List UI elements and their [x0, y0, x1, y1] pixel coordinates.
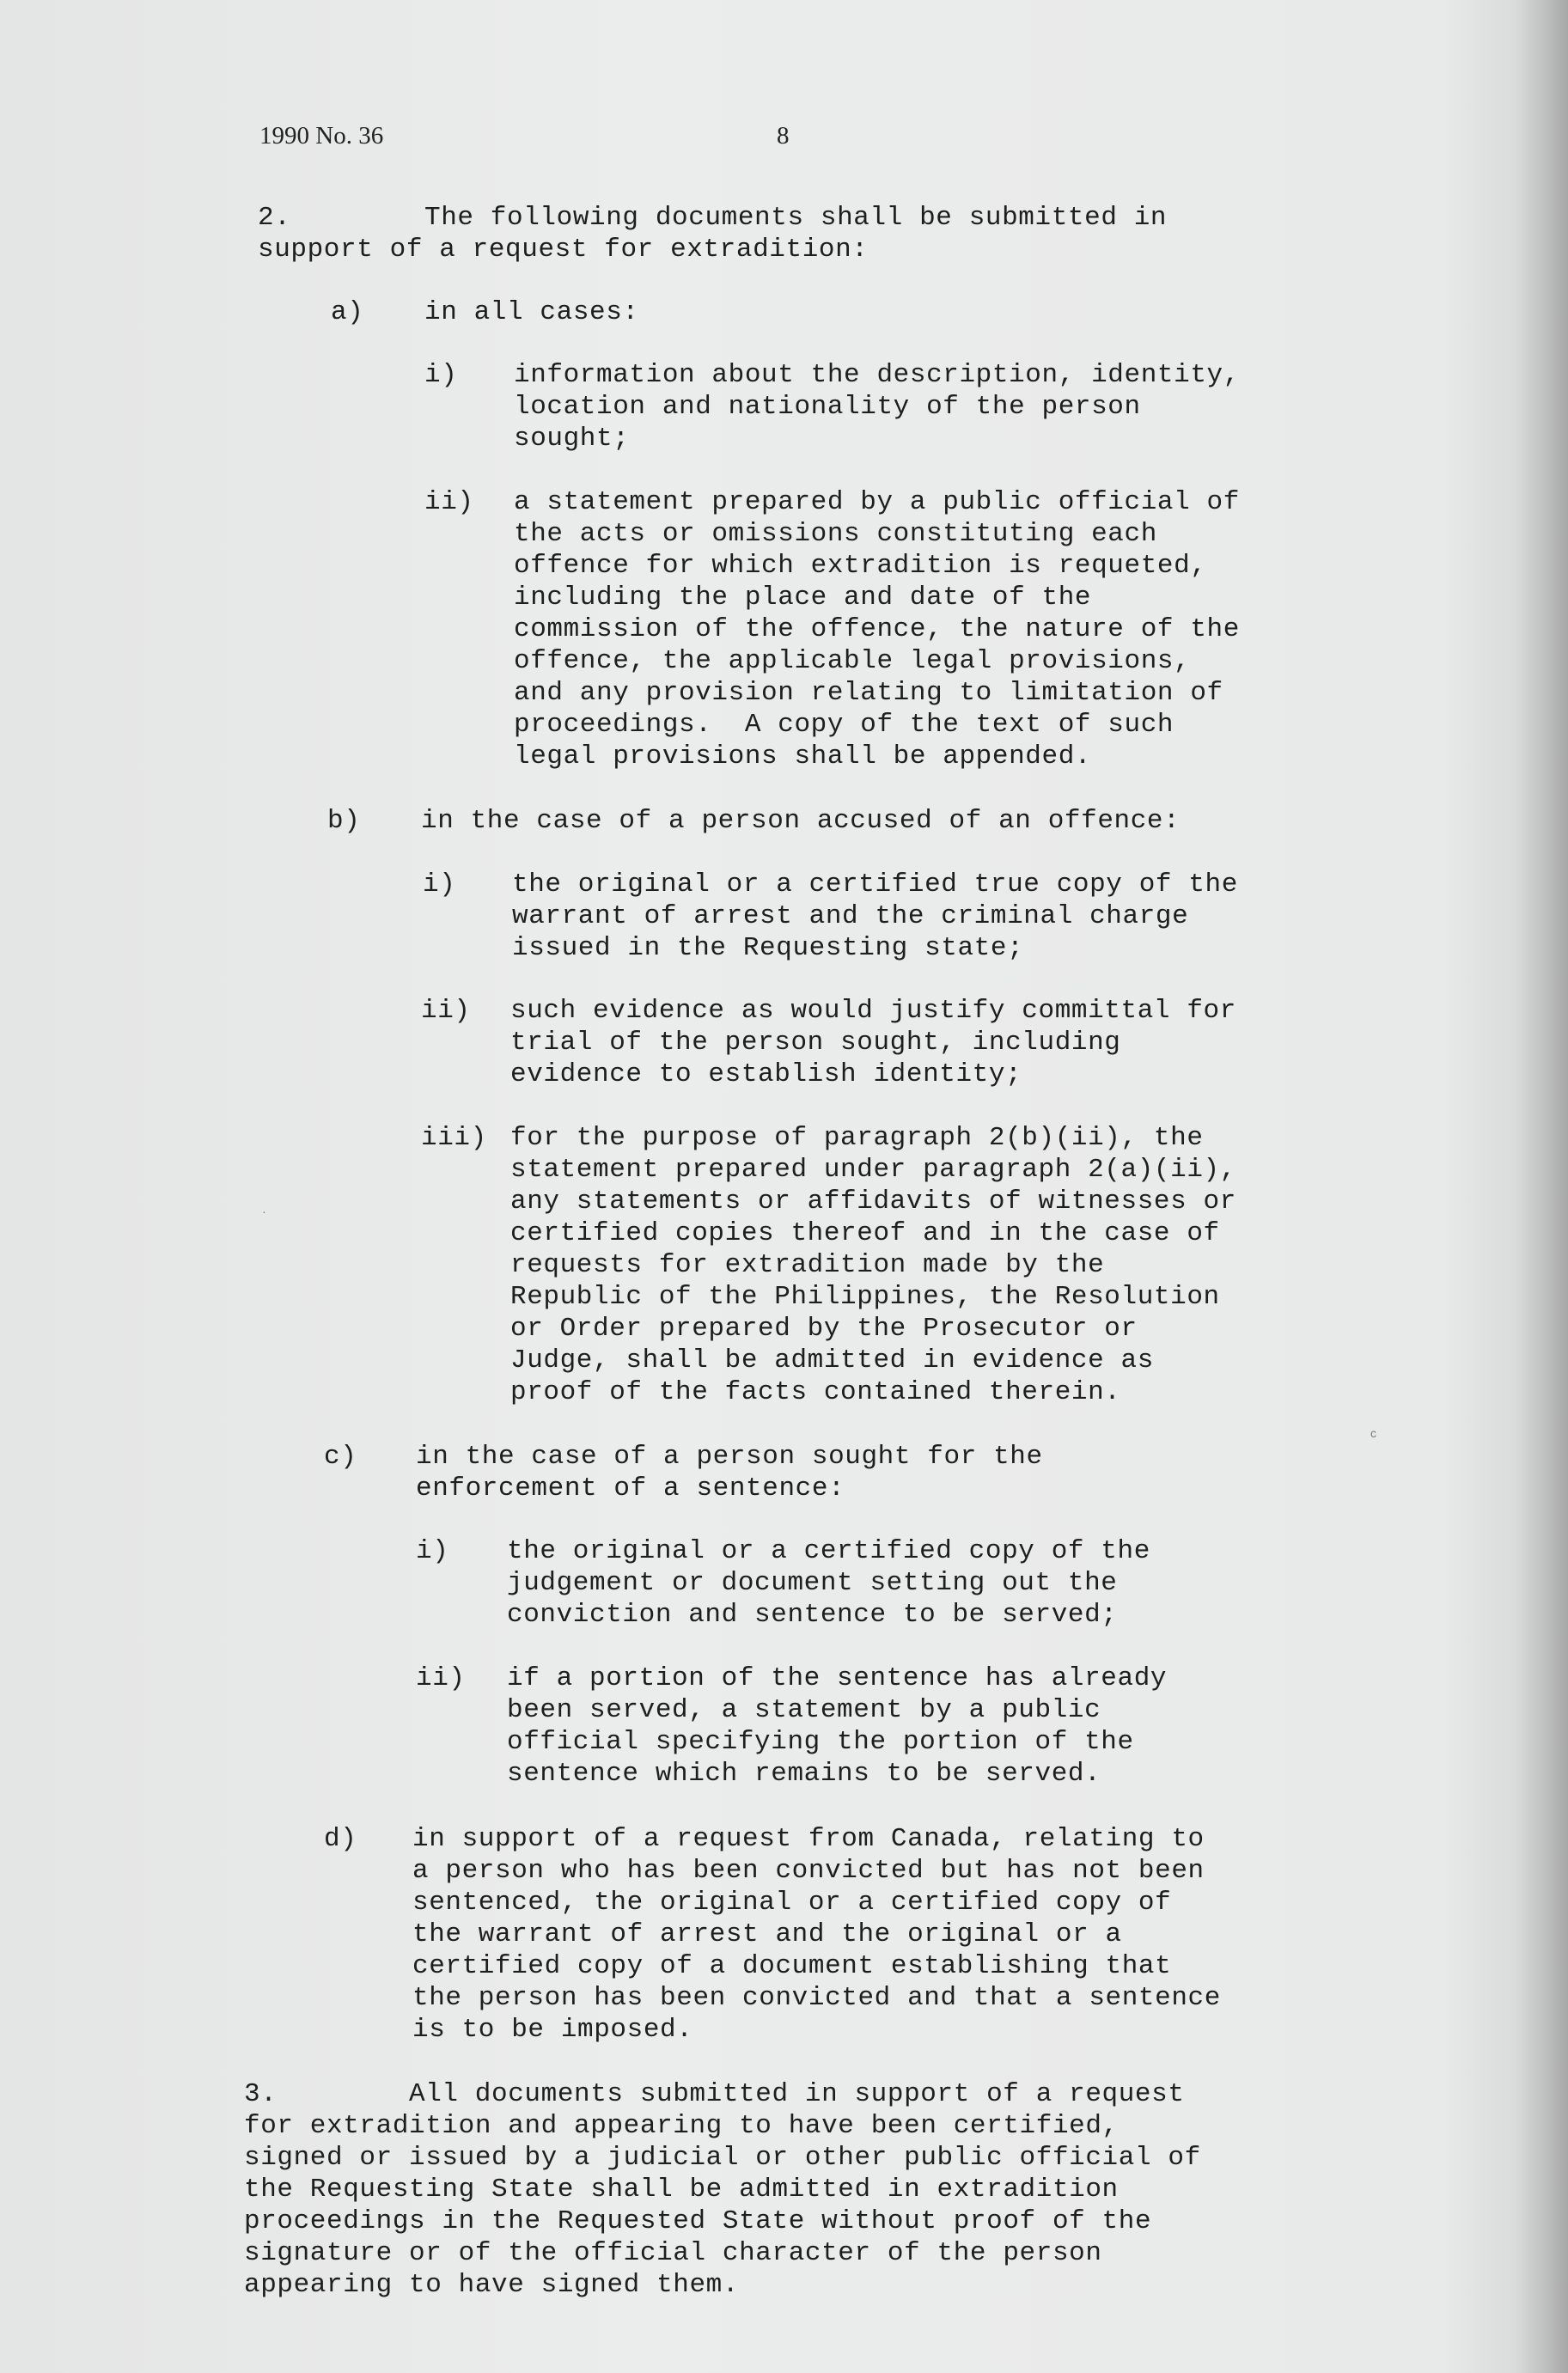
item-b-i-text: the original or a certified true copy of the warrant of arrest and the criminal charge issued in the Requesting state; [512, 869, 1238, 963]
item-c-ii-text: if a portion of the sentence has already been served, a statement by a public official specifying the portion of the sentence which remains to be served. [507, 1663, 1168, 1789]
item-d-text: in support of a request from Canada, relating to a person who has been convicted but has not been sentenced, the original or a certified copy of the warrant of arrest and the original or a certified copy of a document establishing that the person has been convicted and that a sentence is to be imposed. [412, 1824, 1221, 2045]
item-d-label: d) [324, 1824, 357, 1854]
scan-mark: c [1370, 1426, 1377, 1440]
page-number: 8 [777, 122, 790, 149]
para3-rest: for extradition and appearing to have been certified, signed or issued by a judicial or other public official of the Requesting State shall be admitted in extradition proceedings in the Requested State without proof of the signature or of the official character of the person appearing to have signed them. [244, 2111, 1201, 2300]
item-b-iii-label: iii) [421, 1123, 487, 1153]
item-a-label: a) [331, 297, 364, 327]
header-year-number: 1990 No. 36 [259, 122, 384, 149]
para3-number: 3. [244, 2079, 278, 2109]
scan-dot: · [262, 1205, 267, 1218]
item-c-label: c) [324, 1442, 357, 1472]
item-b-iii-text: for the purpose of paragraph 2(b)(ii), the statement prepared under paragraph 2(a)(ii), any statements or affidavits of witnesses or certified copies thereof and in the case of requests for extradition made by the Republic of the Philippines, the Resolution or Order prepared by the Prosecutor or Judge, shall be admitted in evidence as proof of the facts contained therein. [510, 1123, 1236, 1407]
para2-number: 2. [258, 203, 291, 233]
para2-line2: support of a request for extradition: [258, 235, 869, 265]
item-c-ii-label: ii) [416, 1663, 466, 1693]
item-c-i-label: i) [416, 1536, 449, 1566]
item-c-heading: in the case of a person sought for the enforcement of a sentence: [416, 1442, 1043, 1504]
para3-first-line: All documents submitted in support of a request [409, 2079, 1185, 2109]
item-c-i-text: the original or a certified copy of the judgement or document setting out the conviction and sentence to be served; [507, 1536, 1150, 1630]
item-b-i-label: i) [423, 869, 456, 900]
item-b-ii-label: ii) [421, 996, 471, 1026]
item-b-ii-text: such evidence as would justify committal for trial of the person sought, including evidence to establish identity; [510, 996, 1236, 1089]
item-a-ii-label: ii) [424, 487, 474, 517]
item-b-heading: in the case of a person accused of an offence: [421, 806, 1181, 836]
item-a-i-label: i) [424, 360, 458, 390]
para2-line1: The following documents shall be submitted in [424, 203, 1168, 233]
item-a-i-text: information about the description, identity, location and nationality of the person sought; [514, 360, 1240, 454]
item-b-label: b) [327, 806, 361, 836]
item-a-heading: in all cases: [424, 297, 639, 327]
item-a-ii-text: a statement prepared by a public official of the acts or omissions constituting each offence for which extradition is requeted, including the place and date of the commission of the offence, the nature of the offence, the applicable legal provisions, and any provision relating to limitation of proceedings. A copy of the text of such legal provisions shall be appended. [514, 487, 1240, 772]
